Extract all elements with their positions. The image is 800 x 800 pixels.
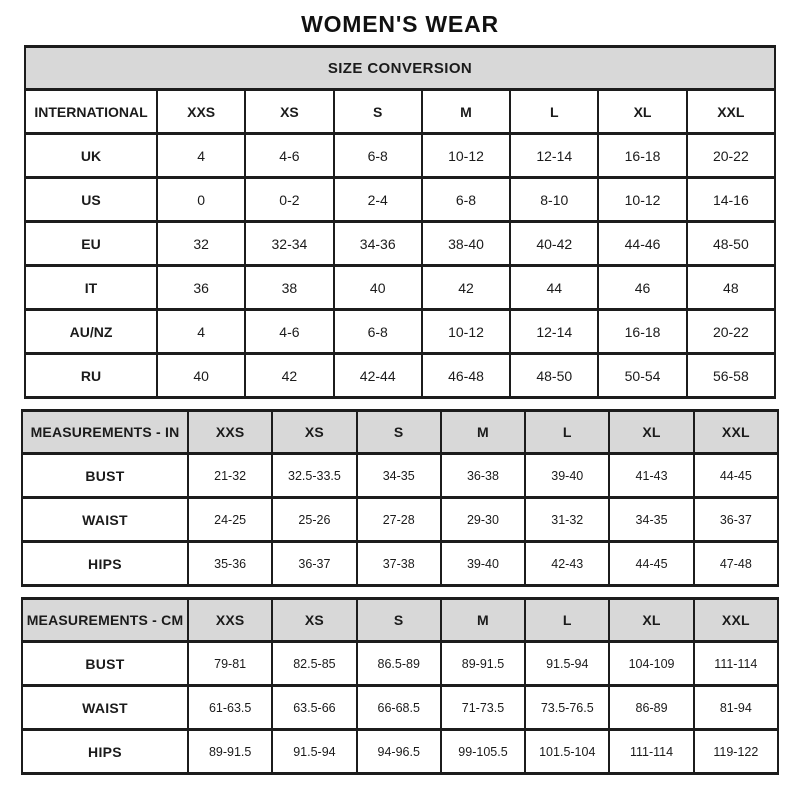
cell-value: 16-18 [598,134,686,178]
table-row-aunz [25,310,775,354]
cell-value: 10-12 [422,134,510,178]
row-label: BUST [22,642,188,686]
cell-value: 50-54 [598,354,686,398]
cell-value: 6-8 [422,178,510,222]
column-header-international: INTERNATIONAL [25,90,157,134]
row-label: WAIST [22,686,188,730]
size-header-m: M [441,599,525,642]
table-row-hips-cm [22,730,778,774]
cell-value: 0-2 [245,178,333,222]
row-label: HIPS [22,542,188,586]
cell-value: 44-45 [609,542,693,586]
cell-value: 34-35 [357,454,441,498]
measurements-cm-header-row [22,599,778,642]
cell-value: 38 [245,266,333,310]
cell-value: 24-25 [188,498,272,542]
row-label: HIPS [22,730,188,774]
row-label: AU/NZ [25,310,157,354]
row-label: IT [25,266,157,310]
size-header-xs: XS [272,411,356,454]
cell-value: 40 [157,354,245,398]
cell-value: 104-109 [609,642,693,686]
cell-value: 89-91.5 [188,730,272,774]
cell-value: 32.5-33.5 [272,454,356,498]
cell-value: 4-6 [245,310,333,354]
column-header-m: M [422,90,510,134]
cell-value: 94-96.5 [357,730,441,774]
size-header-xxs: XXS [188,599,272,642]
cell-value: 111-114 [694,642,778,686]
table-row-waist-cm [22,686,778,730]
size-header-xxs: XXS [188,411,272,454]
cell-value: 101.5-104 [525,730,609,774]
cell-value: 10-12 [598,178,686,222]
cell-value: 27-28 [357,498,441,542]
cell-value: 47-48 [694,542,778,586]
cell-value: 20-22 [687,134,775,178]
column-header-s: S [334,90,422,134]
cell-value: 39-40 [441,542,525,586]
measurements-cm-table [21,597,779,775]
cell-value: 34-35 [609,498,693,542]
row-label: US [25,178,157,222]
cell-value: 32 [157,222,245,266]
cell-value: 16-18 [598,310,686,354]
size-header-s: S [357,599,441,642]
cell-value: 42-43 [525,542,609,586]
cell-value: 81-94 [694,686,778,730]
cell-value: 29-30 [441,498,525,542]
cell-value: 86.5-89 [357,642,441,686]
table-title-row [25,47,775,90]
cell-value: 73.5-76.5 [525,686,609,730]
row-label: EU [25,222,157,266]
column-header-l: L [510,90,598,134]
cell-value: 36-38 [441,454,525,498]
cell-value: 8-10 [510,178,598,222]
cell-value: 99-105.5 [441,730,525,774]
table-row-bust-in [22,454,778,498]
cell-value: 42 [245,354,333,398]
size-conversion-header: SIZE CONVERSION [25,47,775,90]
column-header-xl: XL [598,90,686,134]
cell-value: 34-36 [334,222,422,266]
cell-value: 44 [510,266,598,310]
cell-value: 4-6 [245,134,333,178]
cell-value: 46-48 [422,354,510,398]
row-label: WAIST [22,498,188,542]
measurements-cm-header: MEASUREMENTS - CM [22,599,188,642]
cell-value: 82.5-85 [272,642,356,686]
cell-value: 71-73.5 [441,686,525,730]
size-header-s: S [357,411,441,454]
cell-value: 14-16 [687,178,775,222]
column-header-xxs: XXS [157,90,245,134]
table-row-ru [25,354,775,398]
cell-value: 44-46 [598,222,686,266]
table-row-it [25,266,775,310]
cell-value: 0 [157,178,245,222]
page-title: WOMEN'S WEAR [301,11,499,37]
cell-value: 44-45 [694,454,778,498]
cell-value: 48 [687,266,775,310]
column-header-xs: XS [245,90,333,134]
cell-value: 35-36 [188,542,272,586]
cell-value: 10-12 [422,310,510,354]
measurements-in-header-row [22,411,778,454]
cell-value: 40-42 [510,222,598,266]
size-header-l: L [525,411,609,454]
cell-value: 31-32 [525,498,609,542]
cell-value: 48-50 [687,222,775,266]
cell-value: 38-40 [422,222,510,266]
cell-value: 12-14 [510,310,598,354]
table-row-waist-in [22,498,778,542]
size-header-xl: XL [609,599,693,642]
cell-value: 37-38 [357,542,441,586]
cell-value: 25-26 [272,498,356,542]
cell-value: 119-122 [694,730,778,774]
cell-value: 63.5-66 [272,686,356,730]
cell-value: 4 [157,134,245,178]
cell-value: 4 [157,310,245,354]
cell-value: 12-14 [510,134,598,178]
cell-value: 86-89 [609,686,693,730]
cell-value: 91.5-94 [272,730,356,774]
cell-value: 56-58 [687,354,775,398]
cell-value: 36-37 [272,542,356,586]
measurements-in-table [21,409,779,587]
cell-value: 41-43 [609,454,693,498]
row-label: BUST [22,454,188,498]
size-header-m: M [441,411,525,454]
size-header-xs: XS [272,599,356,642]
size-header-xxl: XXL [694,411,778,454]
measurements-in-header: MEASUREMENTS - IN [22,411,188,454]
cell-value: 42 [422,266,510,310]
cell-value: 39-40 [525,454,609,498]
cell-value: 40 [334,266,422,310]
table-row-eu [25,222,775,266]
row-label: RU [25,354,157,398]
table-row-hips-in [22,542,778,586]
cell-value: 79-81 [188,642,272,686]
cell-value: 61-63.5 [188,686,272,730]
row-label: UK [25,134,157,178]
size-header-l: L [525,599,609,642]
cell-value: 66-68.5 [357,686,441,730]
column-header-row [25,90,775,134]
cell-value: 32-34 [245,222,333,266]
cell-value: 111-114 [609,730,693,774]
size-conversion-table [24,45,776,399]
cell-value: 48-50 [510,354,598,398]
cell-value: 42-44 [334,354,422,398]
size-header-xl: XL [609,411,693,454]
cell-value: 2-4 [334,178,422,222]
cell-value: 46 [598,266,686,310]
size-header-xxl: XXL [694,599,778,642]
cell-value: 36 [157,266,245,310]
table-row-us [25,178,775,222]
cell-value: 91.5-94 [525,642,609,686]
table-row-bust-cm [22,642,778,686]
column-header-xxl: XXL [687,90,775,134]
table-row-uk [25,134,775,178]
cell-value: 6-8 [334,134,422,178]
cell-value: 89-91.5 [441,642,525,686]
cell-value: 36-37 [694,498,778,542]
cell-value: 21-32 [188,454,272,498]
cell-value: 6-8 [334,310,422,354]
cell-value: 20-22 [687,310,775,354]
